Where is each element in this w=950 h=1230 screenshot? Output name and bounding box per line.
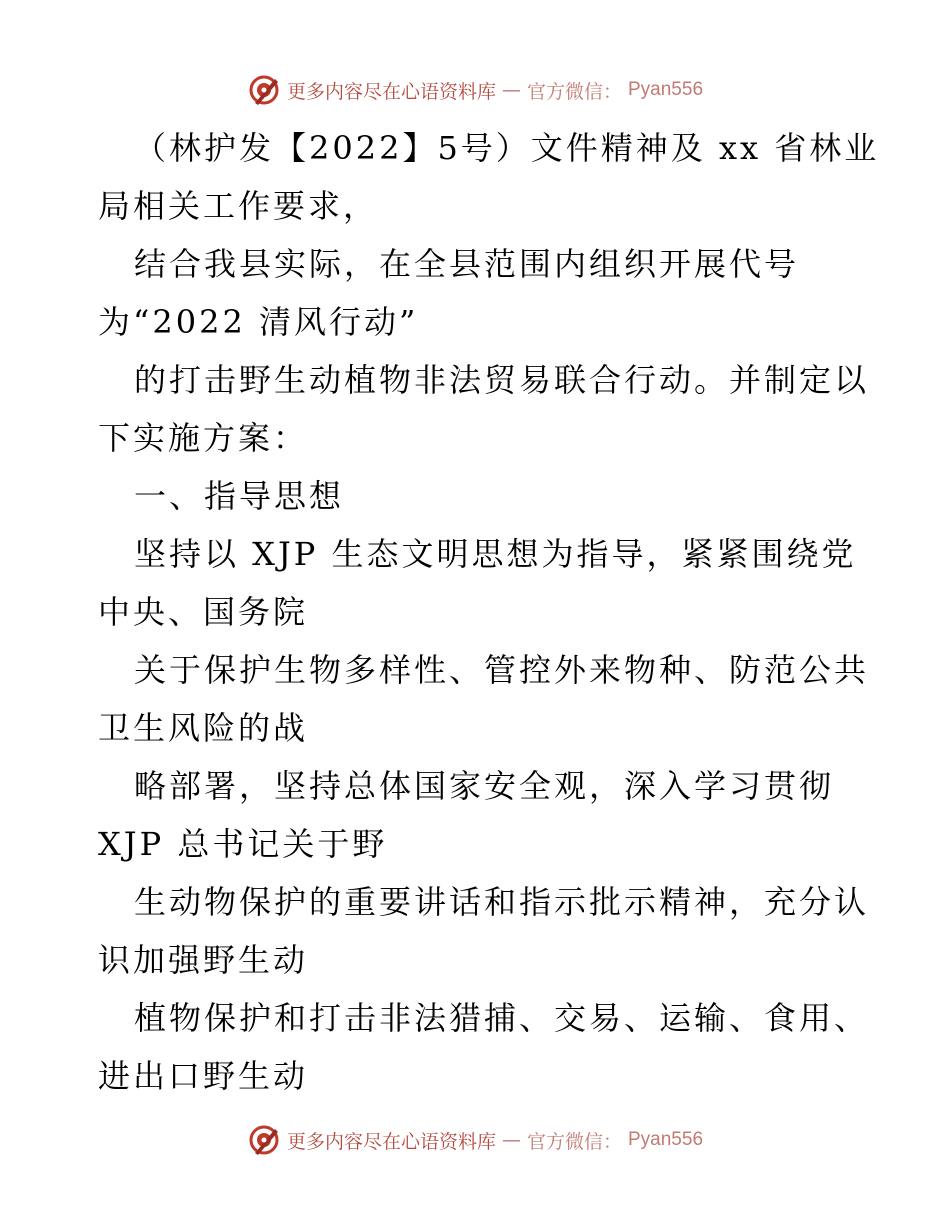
body-line: 为“2022 清风行动” [98,303,419,341]
body-line: （林护发【2022】5号）文件精神及 xx 省林业 [134,129,880,167]
body-line: 结合我县实际，在全县范围内组织开展代号 [134,245,800,283]
body-line: 的打击野生动植物非法贸易联合行动。并制定以 [134,361,870,399]
watermark-dash: — [501,79,521,101]
body-line: XJP 总书记关于野 [98,825,388,863]
watermark-title: 更多内容尽在心语资料库 [286,80,496,103]
watermark-title: 更多内容尽在心语资料库 [286,1130,496,1153]
section-heading: 一、指导思想 [134,477,345,515]
body-line: 生动物保护的重要讲话和指示批示精神，充分认 [134,883,870,921]
body-line: 中央、国务院 [98,593,309,631]
body-line: 植物保护和打击非法猎捕、交易、运输、食用、 [134,999,870,1037]
pen-logo-icon [247,73,281,107]
body-line: 关于保护生物多样性、管控外来物种、防范公共 [134,651,870,689]
watermark-wechat-id: Pyan556 [628,79,704,100]
body-line: 局相关工作要求， [98,187,379,225]
body-line: 下实施方案： [98,419,309,457]
watermark-wechat-label: 官方微信： [526,80,622,103]
watermark-wechat-id: Pyan556 [628,1129,704,1150]
header-watermark [0,70,950,110]
body-line: 坚持以 XJP 生态文明思想为指导，紧紧围绕党 [134,535,857,573]
watermark-dash: — [501,1129,521,1151]
body-line: 进出口野生动 [98,1057,309,1095]
footer-watermark [0,1120,950,1160]
body-line: 识加强野生动 [98,941,309,979]
pen-logo-icon [247,1123,281,1157]
watermark-wechat-label: 官方微信： [526,1130,622,1153]
body-line: 卫生风险的战 [98,709,309,747]
body-line: 略部署，坚持总体国家安全观，深入学习贯彻 [134,767,835,805]
